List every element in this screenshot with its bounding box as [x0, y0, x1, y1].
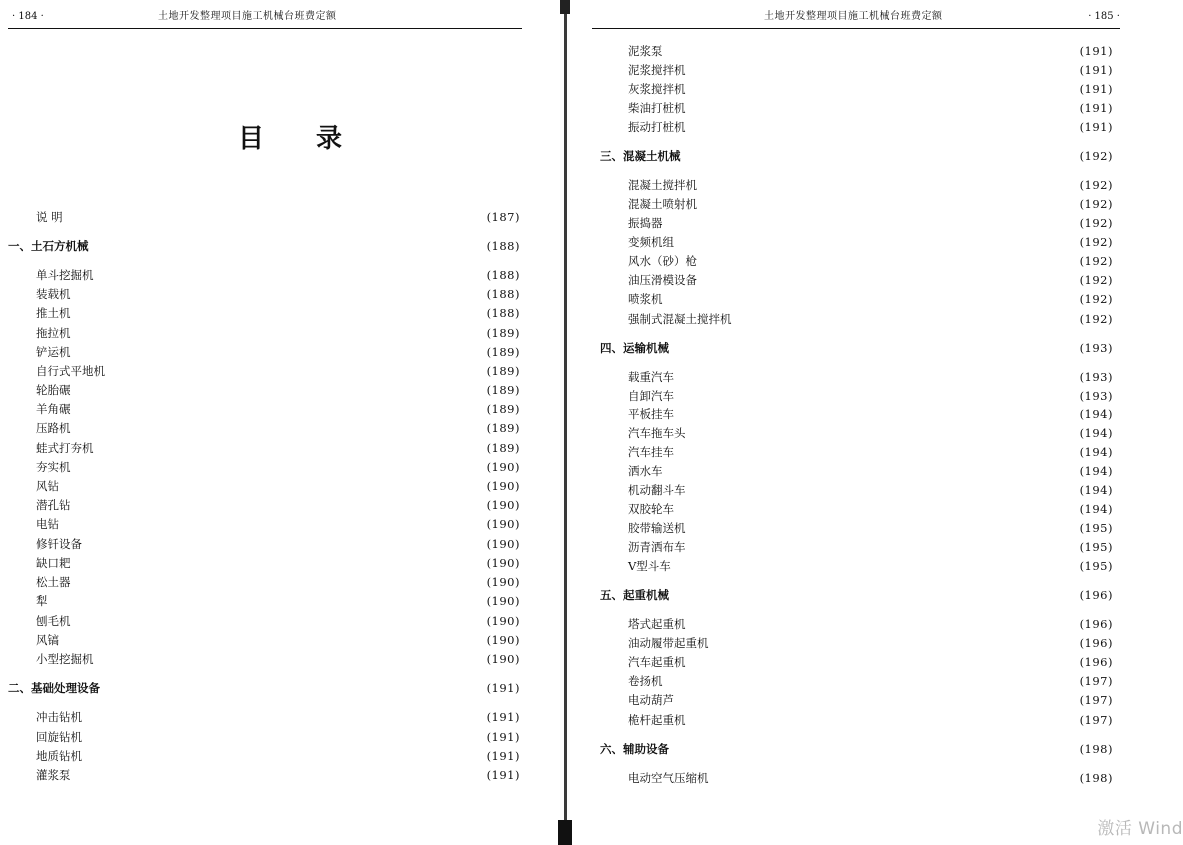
toc-entry-row — [628, 425, 1113, 441]
dot-leader — [692, 712, 1074, 728]
toc-entry-label: 油压滑模设备 — [628, 273, 697, 287]
header-rule — [592, 28, 1120, 29]
dot-leader — [669, 215, 1074, 231]
toc-entry-label: 泥浆泵 — [628, 44, 663, 58]
toc-entry-label: 电钻 — [36, 517, 59, 531]
toc-entry-row — [36, 709, 520, 725]
toc-entry-label: 刨毛机 — [36, 614, 71, 628]
toc-entry-label: 一、土石方机械 — [8, 239, 89, 253]
dot-leader — [675, 340, 1074, 356]
dot-leader — [88, 748, 481, 764]
toc-entry-label: 犁 — [36, 594, 48, 608]
toc-entry-row — [628, 100, 1113, 116]
toc-page-ref: (189) — [486, 383, 520, 397]
toc-entry-label: 振动打桩机 — [628, 120, 686, 134]
toc-entry-row — [36, 325, 520, 341]
toc-entry-label: 说 明 — [36, 210, 63, 224]
toc-entry-row — [628, 482, 1113, 498]
toc-page-ref: (189) — [486, 402, 520, 416]
toc-entry-row — [628, 119, 1113, 135]
dot-leader — [77, 555, 481, 571]
toc-entry-label: 缺口耙 — [36, 556, 71, 570]
dot-leader — [692, 100, 1074, 116]
dot-leader — [77, 767, 481, 783]
toc-entry-row — [36, 305, 520, 321]
toc-page-ref: (196) — [1079, 655, 1113, 669]
toc-page-ref: (188) — [486, 287, 520, 301]
toc-entry-row — [36, 516, 520, 532]
dot-leader — [669, 673, 1074, 689]
toc-entry-label: 变频机组 — [628, 235, 674, 249]
toc-entry-row — [628, 369, 1113, 385]
toc-page-ref: (194) — [1079, 464, 1113, 478]
dot-leader — [692, 62, 1074, 78]
toc-entry-label: 修钎设备 — [36, 537, 82, 551]
header-rule — [8, 28, 522, 29]
dot-leader — [100, 440, 481, 456]
toc-entry-row — [628, 62, 1113, 78]
dot-leader — [669, 291, 1074, 307]
dot-leader — [77, 420, 481, 436]
toc-entry-row — [36, 363, 520, 379]
toc-page-ref: (191) — [1079, 82, 1113, 96]
toc-entry-row — [36, 767, 520, 783]
toc-entry-row — [36, 267, 520, 283]
dot-leader — [680, 406, 1074, 422]
gutter-bottom — [558, 820, 572, 845]
toc-entry-row — [36, 286, 520, 302]
toc-page-ref: (195) — [1079, 540, 1113, 554]
toc-section-row — [600, 587, 1113, 603]
toc-page-ref: (195) — [1079, 559, 1113, 573]
toc-entry-row — [628, 291, 1113, 307]
toc-entry-label: 油动履带起重机 — [628, 636, 709, 650]
gutter-line — [564, 0, 567, 845]
toc-entry-row — [628, 444, 1113, 460]
toc-entry-row — [628, 673, 1113, 689]
toc-page-ref: (190) — [486, 537, 520, 551]
toc-entry-row — [36, 555, 520, 571]
toc-page-ref: (190) — [486, 479, 520, 493]
toc-page-ref: (190) — [486, 594, 520, 608]
toc-entry-row — [628, 388, 1113, 404]
toc-entry-label: 平板挂车 — [628, 407, 674, 421]
book-gutter — [560, 0, 570, 845]
toc-entry-row — [36, 344, 520, 360]
left-page — [0, 0, 540, 845]
toc-entry-row — [36, 459, 520, 475]
toc-page-ref: (191) — [486, 730, 520, 744]
toc-entry-label: 四、运输机械 — [600, 341, 669, 355]
toc-page-ref: (197) — [1079, 713, 1113, 727]
dot-leader — [77, 497, 481, 513]
toc-entry-label: 灌浆泵 — [36, 768, 71, 782]
toc-entry-row — [628, 558, 1113, 574]
toc-page-ref: (192) — [1079, 254, 1113, 268]
toc-entry-label: 双胶轮车 — [628, 502, 674, 516]
dot-leader — [738, 311, 1074, 327]
toc-page-ref: (198) — [1079, 742, 1113, 756]
toc-entry-label: 松土器 — [36, 575, 71, 589]
toc-entry-row — [36, 478, 520, 494]
toc-entry-row — [36, 613, 520, 629]
toc-entry-row — [628, 196, 1113, 212]
toc-entry-row — [36, 440, 520, 456]
toc-entry-row — [628, 81, 1113, 97]
toc-entry-label: 蛙式打夯机 — [36, 441, 94, 455]
toc-entry-label: 沥青洒布车 — [628, 540, 686, 554]
toc-page-ref: (191) — [486, 710, 520, 724]
dot-leader — [65, 478, 481, 494]
toc-entry-row — [628, 253, 1113, 269]
toc-entry-label: 单斗挖掘机 — [36, 268, 94, 282]
activation-watermark: 激活 Wind — [1097, 819, 1183, 839]
toc-entry-label: 风钻 — [36, 479, 59, 493]
toc-entry-label: 夯实机 — [36, 460, 71, 474]
toc-page-ref: (189) — [486, 441, 520, 455]
toc-entry-row — [36, 536, 520, 552]
dot-leader — [692, 520, 1074, 536]
running-head-title: 土地开发整理项目施工机械台班费定额 — [158, 11, 337, 22]
toc-entry-label: 机动翻斗车 — [628, 483, 686, 497]
toc-entry-row — [628, 539, 1113, 555]
toc-page-ref: (193) — [1079, 370, 1113, 384]
toc-page-ref: (198) — [1079, 771, 1113, 785]
page-number: · 184 · — [12, 11, 44, 22]
toc-page-ref: (192) — [1079, 197, 1113, 211]
toc-section-row — [600, 148, 1113, 164]
toc-entry-label: 推土机 — [36, 306, 71, 320]
toc-page-ref: (192) — [1079, 149, 1113, 163]
toc-page-ref: (189) — [486, 345, 520, 359]
toc-entry-row — [36, 382, 520, 398]
toc-entry-row — [628, 616, 1113, 632]
dot-leader — [669, 463, 1074, 479]
toc-entry-row — [628, 501, 1113, 517]
toc-entry-row — [36, 632, 520, 648]
dot-leader — [88, 536, 481, 552]
toc-entry-row — [628, 463, 1113, 479]
toc-entry-row — [36, 497, 520, 513]
toc-page-ref: (194) — [1079, 502, 1113, 516]
toc-page-ref: (190) — [486, 556, 520, 570]
toc-entry-row — [628, 770, 1113, 786]
toc-entry-row — [628, 272, 1113, 288]
toc-entry-label: 轮胎碾 — [36, 383, 71, 397]
toc-entry-row — [628, 215, 1113, 231]
dot-leader — [100, 651, 481, 667]
toc-section-row — [600, 741, 1113, 757]
toc-page-ref: (190) — [486, 633, 520, 647]
toc-page-ref: (191) — [1079, 44, 1113, 58]
running-head — [8, 10, 522, 24]
toc-entry-label: 电动空气压缩机 — [628, 771, 709, 785]
toc-entry-label: 喷浆机 — [628, 292, 663, 306]
dot-leader — [54, 593, 481, 609]
toc-entry-label: 卷扬机 — [628, 674, 663, 688]
toc-entry-row — [36, 651, 520, 667]
dot-leader — [680, 234, 1074, 250]
toc-entry-label: 拖拉机 — [36, 326, 71, 340]
dot-leader — [77, 574, 481, 590]
dot-leader — [692, 119, 1074, 135]
dot-leader — [692, 425, 1074, 441]
toc-entry-row — [36, 401, 520, 417]
toc-page-ref: (191) — [1079, 63, 1113, 77]
toc-entry-label: 风镐 — [36, 633, 59, 647]
gutter-top — [560, 0, 570, 14]
dot-leader — [77, 305, 481, 321]
dot-leader — [703, 253, 1074, 269]
dot-leader — [677, 558, 1074, 574]
dot-leader — [715, 635, 1074, 651]
toc-page-ref: (194) — [1079, 445, 1113, 459]
toc-page-ref: (191) — [486, 768, 520, 782]
toc-entry-row — [36, 748, 520, 764]
dot-leader — [69, 209, 481, 225]
toc-entry-row — [628, 654, 1113, 670]
dot-leader — [77, 459, 481, 475]
toc-entry-label: 自卸汽车 — [628, 389, 674, 403]
toc-page-ref: (192) — [1079, 292, 1113, 306]
dot-leader — [680, 692, 1074, 708]
dot-leader — [692, 482, 1074, 498]
toc-page-ref: (191) — [486, 749, 520, 763]
toc-page-ref: (192) — [1079, 235, 1113, 249]
toc-entry-row — [628, 635, 1113, 651]
toc-entry-label: 混凝土喷射机 — [628, 197, 697, 211]
toc-page-ref: (192) — [1079, 273, 1113, 287]
dot-leader — [669, 43, 1074, 59]
toc-entry-label: 装载机 — [36, 287, 71, 301]
toc-page-ref: (193) — [1079, 389, 1113, 403]
toc-entry-label: 潜孔钻 — [36, 498, 71, 512]
dot-leader — [77, 613, 481, 629]
toc-page-ref: (190) — [486, 575, 520, 589]
dot-leader — [77, 344, 481, 360]
dot-leader — [65, 516, 481, 532]
dot-leader — [77, 325, 481, 341]
dot-leader — [111, 363, 481, 379]
toc-entry-label: 汽车起重机 — [628, 655, 686, 669]
dot-leader — [77, 401, 481, 417]
toc-page-ref: (188) — [486, 268, 520, 282]
dot-leader — [675, 587, 1074, 603]
dot-leader — [680, 444, 1074, 460]
toc-entry-label: 压路机 — [36, 421, 71, 435]
toc-entry-label: 小型挖掘机 — [36, 652, 94, 666]
toc-entry-label: 振捣器 — [628, 216, 663, 230]
dot-leader — [680, 388, 1074, 404]
dot-leader — [106, 680, 481, 696]
toc-entry-label: 三、混凝土机械 — [600, 149, 681, 163]
toc-page-ref: (194) — [1079, 426, 1113, 440]
toc-page-ref: (191) — [1079, 101, 1113, 115]
toc-page-ref: (188) — [486, 306, 520, 320]
dot-leader — [77, 286, 481, 302]
toc-entry-label: 载重汽车 — [628, 370, 674, 384]
toc-page-ref: (192) — [1079, 312, 1113, 326]
toc-entry-label: 六、辅助设备 — [600, 742, 669, 756]
toc-entry-label: 塔式起重机 — [628, 617, 686, 631]
toc-entry-label: 汽车挂车 — [628, 445, 674, 459]
toc-entry-label: 回旋钻机 — [36, 730, 82, 744]
dot-leader — [88, 729, 481, 745]
dot-leader — [703, 177, 1074, 193]
dot-leader — [687, 148, 1074, 164]
toc-page-ref: (188) — [486, 239, 520, 253]
toc-page-ref: (191) — [486, 681, 520, 695]
toc-entry-row — [628, 311, 1113, 327]
toc-entry-label: 铲运机 — [36, 345, 71, 359]
dot-leader — [77, 382, 481, 398]
toc-entry-label: 风水（砂）枪 — [628, 254, 697, 268]
toc-page-ref: (193) — [1079, 341, 1113, 355]
toc-entry-row — [36, 209, 520, 225]
toc-entry-label: V型斗车 — [628, 559, 671, 573]
dot-leader — [680, 501, 1074, 517]
toc-page-ref: (196) — [1079, 636, 1113, 650]
toc-entry-label: 泥浆搅拌机 — [628, 63, 686, 77]
toc-entry-row — [628, 520, 1113, 536]
toc-entry-row — [36, 574, 520, 590]
dot-leader — [692, 81, 1074, 97]
contents-title: 目录 — [237, 124, 394, 154]
dot-leader — [88, 709, 481, 725]
toc-page-ref: (190) — [486, 498, 520, 512]
toc-page-ref: (194) — [1079, 407, 1113, 421]
running-head — [592, 10, 1120, 24]
toc-page-ref: (192) — [1079, 216, 1113, 230]
toc-entry-label: 羊角碾 — [36, 402, 71, 416]
toc-page-ref: (197) — [1079, 693, 1113, 707]
toc-page-ref: (190) — [486, 460, 520, 474]
toc-entry-label: 自行式平地机 — [36, 364, 105, 378]
toc-entry-row — [36, 420, 520, 436]
toc-entry-row — [628, 406, 1113, 422]
toc-page-ref: (189) — [486, 326, 520, 340]
toc-entry-label: 汽车拖车头 — [628, 426, 686, 440]
toc-page-ref: (191) — [1079, 120, 1113, 134]
right-page — [578, 0, 1183, 845]
toc-entry-row — [628, 712, 1113, 728]
dot-leader — [703, 272, 1074, 288]
toc-page-ref: (195) — [1079, 521, 1113, 535]
dot-leader — [65, 632, 481, 648]
toc-section-row — [600, 340, 1113, 356]
toc-entry-row — [36, 593, 520, 609]
toc-entry-row — [36, 729, 520, 745]
dot-leader — [715, 770, 1074, 786]
dot-leader — [692, 616, 1074, 632]
toc-page-ref: (196) — [1079, 588, 1113, 602]
toc-page-ref: (197) — [1079, 674, 1113, 688]
toc-page-ref: (192) — [1079, 178, 1113, 192]
dot-leader — [703, 196, 1074, 212]
page-number: · 185 · — [1088, 11, 1120, 22]
toc-entry-row — [628, 177, 1113, 193]
toc-entry-label: 洒水车 — [628, 464, 663, 478]
toc-entry-label: 混凝土搅拌机 — [628, 178, 697, 192]
toc-page-ref: (190) — [486, 652, 520, 666]
toc-entry-label: 二、基础处理设备 — [8, 681, 100, 695]
toc-page-ref: (190) — [486, 614, 520, 628]
toc-entry-label: 地质钻机 — [36, 749, 82, 763]
toc-page-ref: (189) — [486, 421, 520, 435]
toc-entry-row — [628, 43, 1113, 59]
toc-entry-row — [628, 234, 1113, 250]
dot-leader — [692, 654, 1074, 670]
toc-entry-label: 灰浆搅拌机 — [628, 82, 686, 96]
toc-page-ref: (190) — [486, 517, 520, 531]
toc-entry-label: 桅杆起重机 — [628, 713, 686, 727]
toc-page-ref: (187) — [486, 210, 520, 224]
toc-entry-label: 冲击钻机 — [36, 710, 82, 724]
toc-entry-label: 柴油打桩机 — [628, 101, 686, 115]
toc-section-row — [8, 238, 520, 254]
dot-leader — [95, 238, 481, 254]
dot-leader — [680, 369, 1074, 385]
toc-section-row — [8, 680, 520, 696]
toc-page-ref: (189) — [486, 364, 520, 378]
toc-entry-label: 电动葫芦 — [628, 693, 674, 707]
dot-leader — [100, 267, 481, 283]
dot-leader — [675, 741, 1074, 757]
toc-page-ref: (196) — [1079, 617, 1113, 631]
toc-entry-label: 强制式混凝土搅拌机 — [628, 312, 732, 326]
toc-entry-label: 胶带输送机 — [628, 521, 686, 535]
toc-page-ref: (194) — [1079, 483, 1113, 497]
toc-entry-row — [628, 692, 1113, 708]
dot-leader — [692, 539, 1074, 555]
toc-entry-label: 五、起重机械 — [600, 588, 669, 602]
running-head-title: 土地开发整理项目施工机械台班费定额 — [764, 11, 943, 22]
